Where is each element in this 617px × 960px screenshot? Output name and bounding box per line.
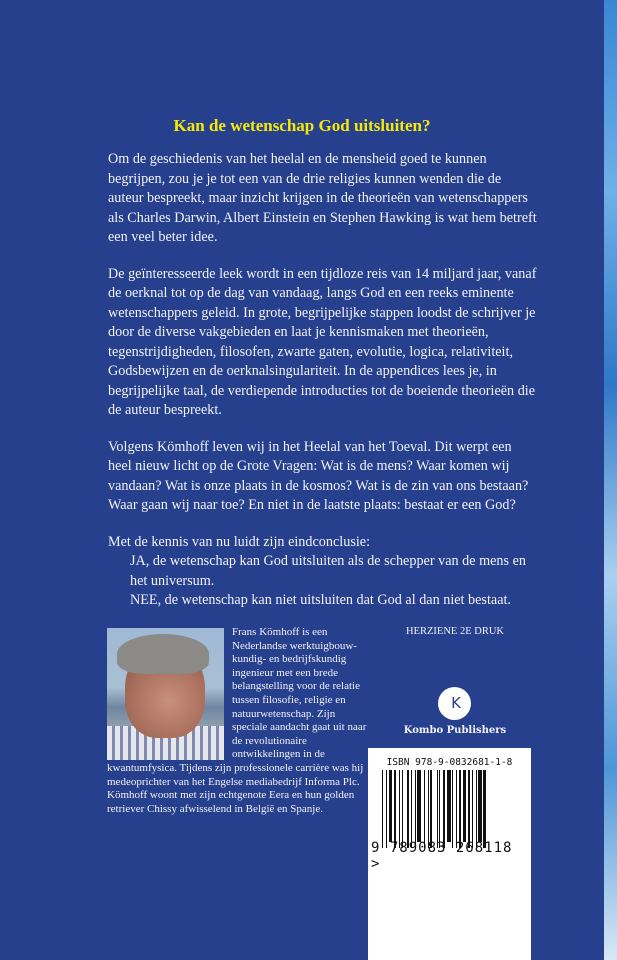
conclusion-yes: JA, de wetenschap kan God uitsluiten als de schepper van de mens en het universum. <box>130 553 526 589</box>
author-bio-text: Frans Kömhoff is een Nederlandse werktuigbouw-kundig- en bedrijfskundig ingenieur met een brede belangstelling voor de relatie tussen filosofie, religie en natuurwetenschap. Zijn speciale aandacht gaat uit naar de revolutionaire ontwikkelingen in de kwantumfysica. Tijdens zijn professionele carrière was hij medeoprichter van het Engelse mediabedrijf Informa Plc. <box>107 626 367 788</box>
barcode-bar <box>389 770 393 842</box>
barcode-bar <box>424 770 425 848</box>
conclusion-intro: Met de kennis van nu luidt zijn eindconclusie: <box>108 533 371 550</box>
barcode-bar <box>417 770 421 842</box>
publisher-logo-icon: K <box>438 687 471 720</box>
isbn-barcode <box>368 748 531 960</box>
author-bio-text-2: Kömhoff woont met zijn echtgenote Eera en hun golden retriever Chissy afwisselend in België en Spanje. <box>107 789 355 815</box>
barcode-bar <box>430 770 432 848</box>
blurb-paragraph: Om de geschiedenis van het heelal en de mensheid goed te kunnen begrijpen, zou je je tot een van de drie religies kunnen wenden die de auteur bespreekt, maar inzicht krijgen in de theorieën van wetenschappers als Charles Darwin, Albert Einstein en Stephen Hawking is wat hem betreft een veel beter idee. <box>108 151 537 245</box>
blurb-paragraph: De geïnteresseerde leek wordt in een tijdloze reis van 14 miljard jaar, vanaf de oerknal tot op de dag van vandaag, langs God en een reeks eminente wetenschappers geleid. In grote, begrijpelijke stappen loodst de schrijver je door de diverse vakgebieden en laat je kennismaken met theorieën, tegenstrijdigheden, filosofen, zwarte gaten, evolutie, logica, relativiteit, Godsbewijzen en de oerknalsingulariteit. In de appendices lees je, in begrijpelijke taal, de verdiepende introducties tot de boeiende theorieën die de auteur bespreekt. <box>108 265 537 418</box>
barcode-bar <box>439 770 440 848</box>
spine-sky-image <box>604 0 617 960</box>
barcode-bar <box>468 770 470 848</box>
back-cover-title: Kan de wetenschap God uitsluiten? <box>173 116 431 135</box>
barcode-bar <box>459 770 461 848</box>
barcode-bar <box>463 770 467 842</box>
barcode-bar <box>478 770 482 842</box>
barcode-bar <box>456 770 457 848</box>
barcode-bar <box>447 770 451 842</box>
barcode-bar <box>394 770 396 848</box>
barcode-bar <box>402 770 403 848</box>
publisher-name: Kombo Publishers <box>403 725 507 736</box>
barcode-bar <box>476 770 477 848</box>
barcode-bar <box>437 770 438 848</box>
conclusion <box>108 533 538 611</box>
barcode-bar <box>407 770 409 848</box>
blurb <box>108 150 538 611</box>
barcode-bar <box>399 770 400 848</box>
barcode-bars <box>382 770 522 848</box>
barcode-bar <box>411 770 412 848</box>
barcode-bar <box>483 770 485 848</box>
author-bio <box>107 626 367 816</box>
conclusion-no: NEE, de wetenschap kan niet uitsluiten dat God al dan niet bestaat. <box>130 592 511 608</box>
barcode-bar <box>428 770 429 848</box>
barcode-bar <box>382 770 383 848</box>
barcode-bar <box>472 770 473 848</box>
barcode-bar <box>443 770 445 848</box>
edition-label: HERZIENE 2E DRUK <box>406 626 504 637</box>
blurb-paragraph: Volgens Kömhoff leven wij in het Heelal van het Toeval. Dit werpt een heel nieuw licht op de Grote Vragen: Wat is de mens? Waar komen wij vandaan? Wat is onze plaats in de kosmos? Wat is de zin van ons bestaan? Waar gaan wij naar toe? En niet in de laatste plaats: bestaat er een God? <box>108 438 529 513</box>
barcode-bar <box>452 770 453 848</box>
barcode-digits: 9 789083 268118 > <box>371 840 513 872</box>
barcode-bar <box>415 770 416 848</box>
isbn-text: ISBN 978-9-0832681-1-8 <box>386 757 513 768</box>
barcode-bar <box>386 770 387 848</box>
